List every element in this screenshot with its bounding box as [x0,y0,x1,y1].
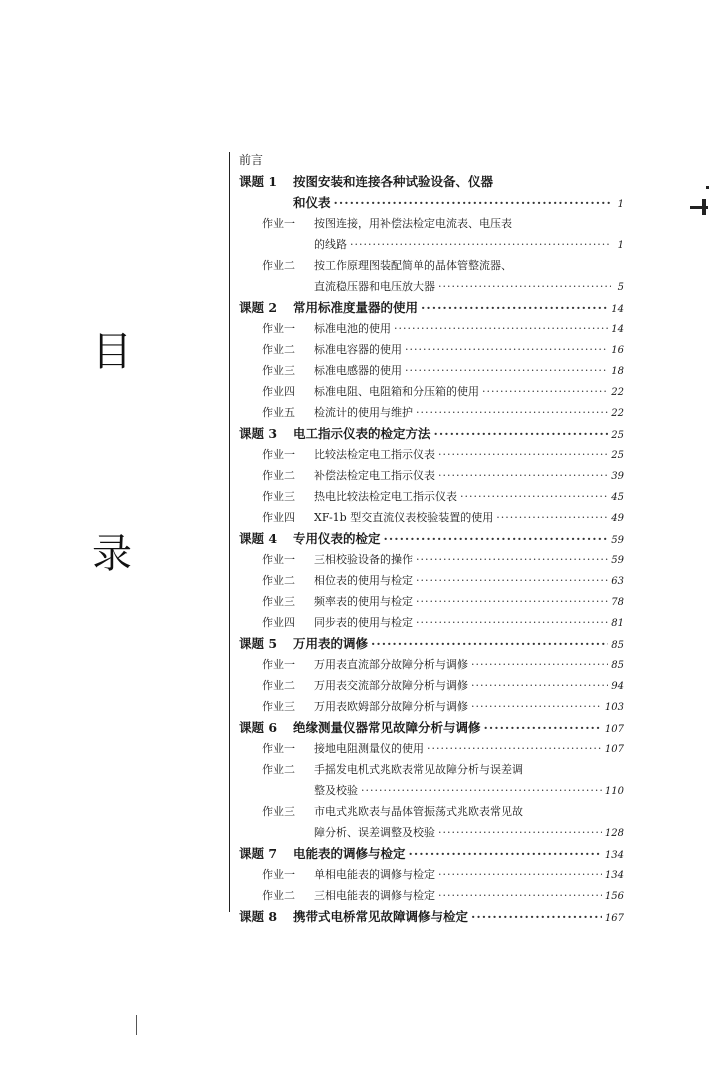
page-number: 59 [611,555,624,566]
leader-dots [334,192,611,213]
side-title-char-1: 目 [92,329,132,375]
toc-item[interactable] [239,360,624,381]
item-label: 作业三 [262,364,295,377]
page-number: 5 [617,282,624,293]
page-number: 63 [611,576,624,587]
item-title: 手摇发电机式兆欧表常见故障分析与误差调 [314,763,523,776]
toc-item[interactable] [239,591,624,612]
page-number: 18 [611,366,624,377]
item-label: 作业四 [262,616,295,629]
item-title: 检流计的使用与维护 [314,406,413,419]
toc-item[interactable] [239,339,624,360]
item-title: 标准电容器的使用 [314,343,402,356]
toc-preface[interactable] [239,150,624,171]
toc-item-cont[interactable] [239,780,624,801]
page-number: 85 [611,660,624,671]
leader-dots [438,822,602,843]
page-number: 107 [604,724,624,735]
page-number: 134 [604,850,624,861]
leader-dots [460,486,608,507]
item-title-cont: 的线路 [314,238,347,251]
toc-chapter[interactable] [239,528,624,549]
toc-item[interactable] [239,759,624,780]
leader-dots [405,339,608,360]
item-title: 同步表的使用与检定 [314,616,413,629]
toc-item[interactable] [239,675,624,696]
item-title: 标准电感器的使用 [314,364,402,377]
leader-dots [484,717,602,738]
chapter-title: 按图安装和连接各种试验设备、仪器 [293,174,494,189]
item-label: 作业三 [262,805,295,818]
item-title: 标准电池的使用 [314,322,391,335]
leader-dots [416,570,608,591]
side-title-char-2: 录 [92,531,132,577]
page-number: 22 [611,408,624,419]
page-number: 134 [604,870,624,881]
leader-dots [471,675,608,696]
table-of-contents [239,150,624,927]
toc-chapter[interactable] [239,423,624,444]
page-number: 1 [617,199,624,210]
item-label: 作业二 [262,574,295,587]
page-number: 94 [611,681,624,692]
item-title: 比较法检定电工指示仪表 [314,448,435,461]
item-label: 作业四 [262,511,295,524]
item-title: 频率表的使用与检定 [314,595,413,608]
leader-dots [361,780,602,801]
item-title: 补偿法检定电工指示仪表 [314,469,435,482]
page-number: 110 [604,786,624,797]
scan-mark [706,186,709,189]
leader-dots [438,864,602,885]
toc-item[interactable] [239,549,624,570]
page-number: 81 [611,618,624,629]
page-number: 85 [611,640,624,651]
item-label: 作业一 [262,448,295,461]
item-label: 作业一 [262,658,295,671]
toc-item-cont[interactable] [239,276,624,297]
toc-item[interactable] [239,255,624,276]
item-title: 热电比较法检定电工指示仪表 [314,490,457,503]
page-number: 59 [611,535,624,546]
leader-dots [416,612,608,633]
item-label: 作业一 [262,742,295,755]
toc-item[interactable] [239,507,624,528]
leader-dots [409,843,602,864]
item-label: 作业三 [262,490,295,503]
item-title: 市电式兆欧表与晶体管振荡式兆欧表常见故 [314,805,523,818]
toc-chapter[interactable] [239,633,624,654]
item-title-cont: 障分析、误差调整及校验 [314,826,435,839]
leader-dots [482,381,608,402]
item-label: 作业二 [262,889,295,902]
toc-item[interactable] [239,486,624,507]
item-label: 作业五 [262,406,295,419]
page-number: 22 [611,387,624,398]
chapter-title: 万用表的调修 [293,636,369,651]
page-number: 128 [604,828,624,839]
page-number: 25 [611,430,624,441]
toc-chapter[interactable] [239,843,624,864]
chapter-title: 常用标准度量器的使用 [293,300,419,315]
page-number: 107 [604,744,624,755]
chapter-title-cont: 和仪表 [293,195,331,210]
item-label: 作业一 [262,868,295,881]
leader-dots [394,318,608,339]
chapter-number: 课题 6 [239,720,278,735]
toc-item[interactable] [239,402,624,423]
toc-item[interactable] [239,738,624,759]
toc-item[interactable] [239,318,624,339]
page-number: 103 [604,702,624,713]
toc-item[interactable] [239,801,624,822]
item-label: 作业一 [262,322,295,335]
item-title-cont: 整及校验 [314,784,358,797]
page-number: 39 [611,471,624,482]
toc-chapter[interactable] [239,171,624,192]
toc-preface-title: 前言 [239,153,264,167]
leader-dots [384,528,609,549]
page-number: 14 [611,304,624,315]
toc-item[interactable] [239,444,624,465]
toc-item-cont[interactable] [239,822,624,843]
chapter-number: 课题 1 [239,174,278,189]
item-title: 三相电能表的调修与检定 [314,889,435,902]
toc-item[interactable] [239,213,624,234]
item-title: 万用表交流部分故障分析与调修 [314,679,468,692]
chapter-number: 课题 2 [239,300,278,315]
leader-dots [496,507,608,528]
page-number: 78 [611,597,624,608]
item-title: 单相电能表的调修与检定 [314,868,435,881]
leader-dots [438,885,602,906]
leader-dots [427,738,602,759]
item-title: 标准电阻、电阻箱和分压箱的使用 [314,385,479,398]
chapter-title: 绝缘测量仪器常见故障分析与调修 [293,720,481,735]
item-label: 作业一 [262,217,295,230]
item-label: 作业四 [262,385,295,398]
item-label: 作业三 [262,595,295,608]
chapter-number: 课题 8 [239,909,278,924]
item-label: 作业二 [262,469,295,482]
leader-dots [471,654,608,675]
toc-item[interactable] [239,381,624,402]
toc-chapter-cont[interactable] [239,192,624,213]
chapter-number: 课题 5 [239,636,278,651]
toc-item[interactable] [239,465,624,486]
page-number: 49 [611,513,624,524]
chapter-title: 携带式电桥常见故障调修与检定 [293,909,469,924]
toc-chapter[interactable] [239,717,624,738]
vertical-rule [229,152,230,912]
leader-dots [438,465,608,486]
item-title: 接地电阻测量仪的使用 [314,742,424,755]
item-title: 相位表的使用与检定 [314,574,413,587]
page-number: 167 [604,913,624,924]
leader-dots [434,423,609,444]
chapter-title: 专用仪表的检定 [293,531,381,546]
chapter-number: 课题 4 [239,531,278,546]
toc-item[interactable] [239,696,624,717]
item-label: 作业二 [262,679,295,692]
leader-dots [416,549,608,570]
page-number: 16 [611,345,624,356]
scan-mark [702,199,706,215]
leader-dots [416,591,608,612]
toc-item-cont[interactable] [239,234,624,255]
leader-dots [471,906,602,927]
leader-dots [405,360,608,381]
item-label: 作业二 [262,763,295,776]
page-number: 45 [611,492,624,503]
page-number: 1 [617,240,624,251]
item-label: 作业三 [262,700,295,713]
item-title: 按工作原理图装配简单的晶体管整流器、 [314,259,512,272]
toc-item[interactable] [239,885,624,906]
leader-dots [438,276,611,297]
leader-dots [350,234,611,255]
toc-chapter[interactable] [239,297,624,318]
page-number: 14 [611,324,624,335]
item-label: 作业一 [262,553,295,566]
leader-dots [471,696,602,717]
toc-chapter[interactable] [239,906,624,927]
chapter-title: 电能表的调修与检定 [293,846,406,861]
item-title: 万用表直流部分故障分析与调修 [314,658,468,671]
leader-dots [416,402,608,423]
scan-mark [136,1015,137,1035]
item-title: 三相校验设备的操作 [314,553,413,566]
item-label: 作业二 [262,259,295,272]
toc-item[interactable] [239,654,624,675]
chapter-number: 课题 7 [239,846,278,861]
item-title: XF-1b 型交直流仪表校验装置的使用 [314,511,494,524]
toc-item[interactable] [239,570,624,591]
chapter-title: 电工指示仪表的检定方法 [293,426,431,441]
page-number: 25 [611,450,624,461]
item-label: 作业二 [262,343,295,356]
leader-dots [371,633,608,654]
toc-item[interactable] [239,612,624,633]
item-title-cont: 直流稳压器和电压放大器 [314,280,435,293]
item-title: 按图连接，用补偿法检定电流表、电压表 [314,217,512,230]
leader-dots [421,297,608,318]
chapter-number: 课题 3 [239,426,278,441]
item-title: 万用表欧姆部分故障分析与调修 [314,700,468,713]
page-number: 156 [604,891,624,902]
leader-dots [438,444,608,465]
toc-item[interactable] [239,864,624,885]
